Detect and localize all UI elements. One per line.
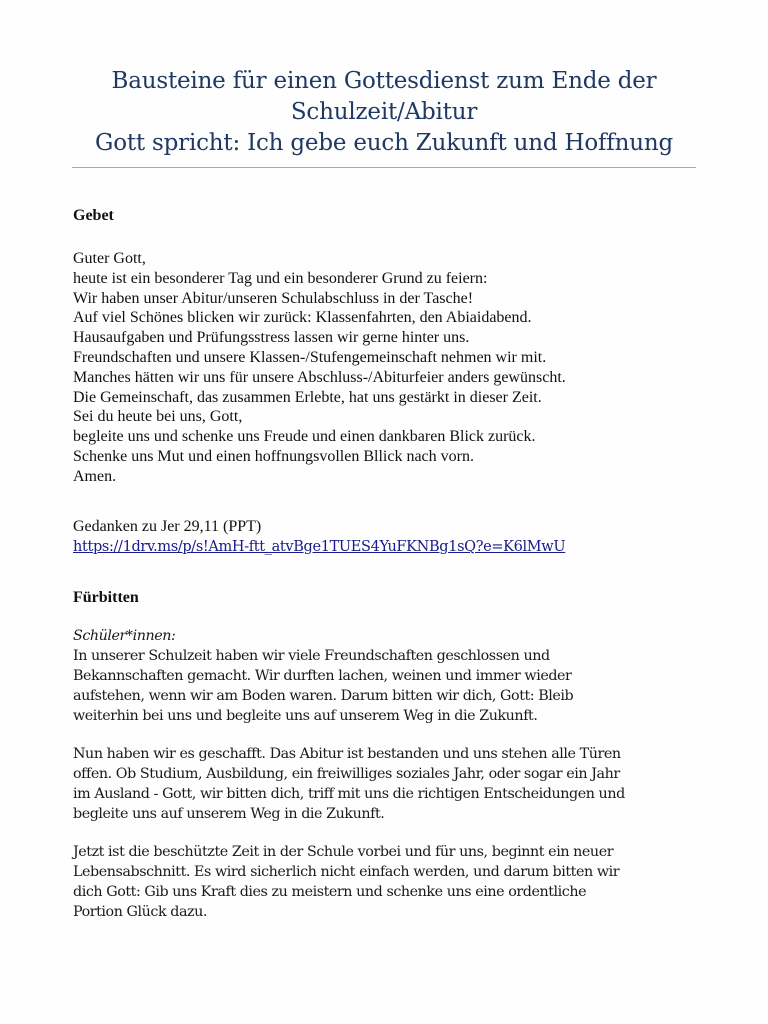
speaker-label: Schüler*innen: <box>73 628 176 644</box>
prayer-line: Sei du heute bei uns, Gott, <box>73 408 243 426</box>
prayer-line: heute ist ein besonderer Tag und ein besonderer Grund zu feiern: <box>73 269 488 287</box>
intercession-paragraph <box>73 744 713 824</box>
prayer-line: begleite uns und schenke uns Freude und einen dankbaren Blick zurück. <box>73 428 536 446</box>
presentation-link[interactable]: https://1drv.ms/p/s!AmH-ftt_atvBge1TUES4YuFKNBg1sQ?e=K6lMwU <box>73 539 566 555</box>
prayer-line: Schenke uns Mut und einen hoffnungsvollen Bllick nach vorn. <box>73 447 474 465</box>
prayer-line: Manches hätten wir uns für unsere Abschluss-/Abiturfeier anders gewünscht. <box>73 368 566 386</box>
title-line: Bausteine für einen Gottesdienst zum Ende der <box>111 68 657 94</box>
prayer-line: Wir haben unser Abitur/unseren Schulabschluss in der Tasche! <box>73 289 474 307</box>
prayer-line: Auf viel Schönes blicken wir zurück: Klassenfahrten, den Abiaidabend. <box>73 309 532 327</box>
document-title <box>72 66 696 159</box>
prayer-heading: Gebet <box>73 207 114 224</box>
paragraph-line: Portion Glück dazu. <box>73 904 207 920</box>
prayer-text <box>73 249 566 487</box>
paragraph-line: aufstehen, wenn wir am Boden waren. Darum bitten wir dich, Gott: Bleib <box>73 688 574 704</box>
paragraph-line: begleite uns auf unserem Weg in die Zukunft. <box>73 806 385 822</box>
title-divider <box>72 167 696 168</box>
paragraph-line: offen. Ob Studium, Ausbildung, ein freiwilliges soziales Jahr, oder sogar ein Jahr <box>73 766 620 782</box>
paragraph-line: dich Gott: Gib uns Kraft dies zu meistern und schenke uns eine ordentliche <box>73 884 587 900</box>
paragraph-line: weiterhin bei uns und begleite uns auf unserem Weg in die Zukunft. <box>73 708 538 724</box>
thoughts-label: Gedanken zu Jer 29,11 (PPT) <box>73 518 262 535</box>
thoughts-block <box>73 516 565 558</box>
prayer-line: Freundschaften und unsere Klassen-/Stufengemeinschaft nehmen wir mit. <box>73 348 547 366</box>
prayer-line: Hausaufgaben und Prüfungsstress lassen wir gerne hinter uns. <box>73 329 470 347</box>
paragraph-line: im Ausland - Gott, wir bitten dich, triff mit uns die richtigen Entscheidungen und <box>73 786 625 802</box>
subtitle-line: Gott spricht: Ich gebe euch Zukunft und Hoffnung <box>95 130 673 156</box>
prayer-line: Guter Gott, <box>73 250 146 267</box>
paragraph-line: Jetzt ist die beschützte Zeit in der Schule vorbei und für uns, beginnt ein neuer <box>73 844 614 860</box>
intercessions-text <box>73 626 713 940</box>
paragraph-line: Bekannschaften gemacht. Wir durften lachen, weinen und immer wieder <box>73 668 572 684</box>
paragraph-line: Nun haben wir es geschafft. Das Abitur ist bestanden und uns stehen alle Türen <box>73 746 621 762</box>
title-line: Schulzeit/Abitur <box>290 99 478 125</box>
intercession-paragraph <box>73 842 713 922</box>
intercessions-heading: Fürbitten <box>73 589 139 606</box>
paragraph-line: In unserer Schulzeit haben wir viele Freundschaften geschlossen und <box>73 648 550 664</box>
prayer-line: Amen. <box>73 467 117 485</box>
paragraph-line: Lebensabschnitt. Es wird sicherlich nicht einfach werden, und darum bitten wir <box>73 864 620 880</box>
prayer-line: Die Gemeinschaft, das zusammen Erlebte, hat uns gestärkt in dieser Zeit. <box>73 388 542 406</box>
intercession-paragraph <box>73 646 713 726</box>
